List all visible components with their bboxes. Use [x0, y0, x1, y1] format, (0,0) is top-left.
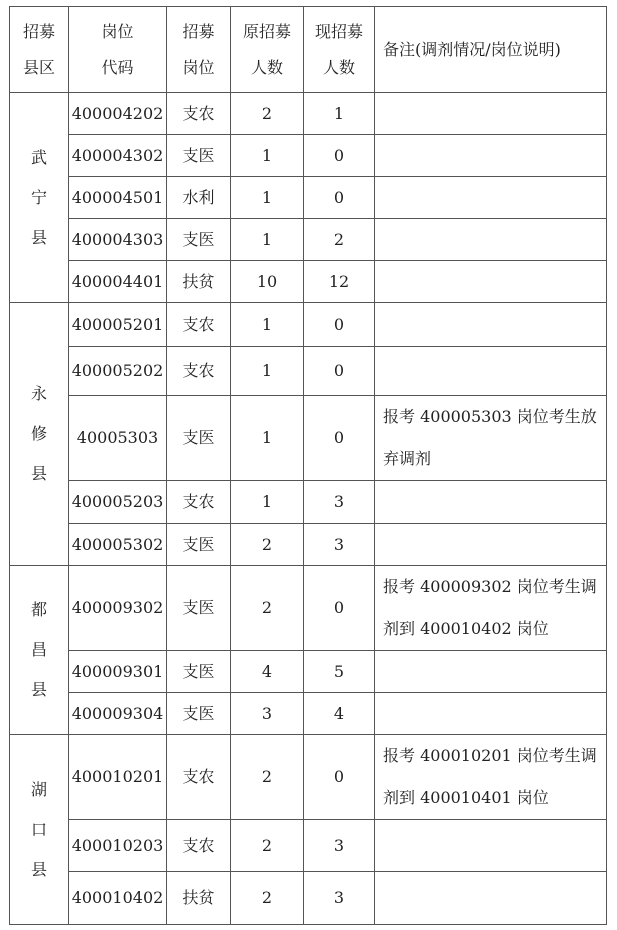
post-type-cell: 支医: [167, 566, 231, 651]
table-row: [10, 135, 607, 177]
current-count-cell: 1: [304, 93, 375, 135]
note-cell: [375, 524, 607, 566]
post-code-cell: 400004302: [69, 135, 167, 177]
table-row: [10, 219, 607, 261]
note-cell: [375, 820, 607, 872]
post-code-cell: 400009304: [69, 693, 167, 735]
note-cell: [375, 261, 607, 303]
post-type-cell: 支农: [167, 735, 231, 820]
post-code-cell: 400009302: [69, 566, 167, 651]
recruitment-adjustment-table: [9, 6, 607, 925]
header-current-count: 现招募 人数: [304, 7, 375, 93]
note-cell: 报考 400009302 岗位考生调剂到 400010402 岗位: [375, 566, 607, 651]
post-type-cell: 支医: [167, 396, 231, 481]
current-count-cell: 0: [304, 135, 375, 177]
post-type-cell: 水利: [167, 177, 231, 219]
table-row: [10, 524, 607, 566]
post-type-cell: 支农: [167, 820, 231, 872]
county-cell: [10, 566, 69, 735]
county-cell: [10, 303, 69, 566]
post-code-cell: 400004202: [69, 93, 167, 135]
current-count-cell: 3: [304, 481, 375, 524]
original-count-cell: 2: [231, 735, 304, 820]
original-count-cell: 2: [231, 524, 304, 566]
current-count-cell: 2: [304, 219, 375, 261]
post-type-cell: 支农: [167, 303, 231, 347]
note-cell: [375, 872, 607, 925]
table-row: [10, 177, 607, 219]
table-row: [10, 735, 607, 820]
table-row: [10, 566, 607, 651]
table-row: [10, 872, 607, 925]
post-type-cell: 支农: [167, 93, 231, 135]
post-type-cell: 支医: [167, 219, 231, 261]
post-code-cell: 40005303: [69, 396, 167, 481]
table-row: [10, 93, 607, 135]
table-row: [10, 820, 607, 872]
post-code-cell: 400010201: [69, 735, 167, 820]
county-cell: [10, 735, 69, 925]
post-code-cell: 400004501: [69, 177, 167, 219]
current-count-cell: 0: [304, 303, 375, 347]
original-count-cell: 4: [231, 651, 304, 693]
table-row: [10, 693, 607, 735]
current-count-cell: 0: [304, 396, 375, 481]
current-count-cell: 0: [304, 347, 375, 396]
original-count-cell: 1: [231, 303, 304, 347]
note-cell: 报考 400010201 岗位考生调剂到 400010401 岗位: [375, 735, 607, 820]
current-count-cell: 5: [304, 651, 375, 693]
current-count-cell: 12: [304, 261, 375, 303]
note-cell: [375, 93, 607, 135]
post-type-cell: 支医: [167, 651, 231, 693]
county-name: 永修县: [30, 384, 47, 483]
header-original-count: 原招募 人数: [231, 7, 304, 93]
original-count-cell: 1: [231, 177, 304, 219]
post-code-cell: 400005202: [69, 347, 167, 396]
table-row: [10, 347, 607, 396]
current-count-cell: 0: [304, 566, 375, 651]
note-cell: [375, 135, 607, 177]
table-row: [10, 261, 607, 303]
note-cell: [375, 177, 607, 219]
note-cell: [375, 481, 607, 524]
post-code-cell: 400005302: [69, 524, 167, 566]
post-code-cell: 400010203: [69, 820, 167, 872]
post-code-cell: 400005201: [69, 303, 167, 347]
current-count-cell: 4: [304, 693, 375, 735]
original-count-cell: 1: [231, 219, 304, 261]
post-code-cell: 400004401: [69, 261, 167, 303]
original-count-cell: 3: [231, 693, 304, 735]
original-count-cell: 1: [231, 396, 304, 481]
original-count-cell: 1: [231, 347, 304, 396]
note-cell: 报考 400005303 岗位考生放弃调剂: [375, 396, 607, 481]
original-count-cell: 10: [231, 261, 304, 303]
post-type-cell: 扶贫: [167, 872, 231, 925]
original-count-cell: 2: [231, 820, 304, 872]
note-cell: [375, 693, 607, 735]
note-cell: [375, 347, 607, 396]
current-count-cell: 0: [304, 735, 375, 820]
post-type-cell: 支医: [167, 524, 231, 566]
post-code-cell: 400004303: [69, 219, 167, 261]
current-count-cell: 0: [304, 177, 375, 219]
table-row: [10, 303, 607, 347]
post-type-cell: 扶贫: [167, 261, 231, 303]
table-row: [10, 651, 607, 693]
county-cell: [10, 93, 69, 303]
note-cell: [375, 219, 607, 261]
original-count-cell: 1: [231, 135, 304, 177]
table-row: [10, 481, 607, 524]
post-type-cell: 支农: [167, 481, 231, 524]
county-name: 武宁县: [30, 147, 47, 247]
header-row: [10, 7, 607, 93]
note-cell: [375, 303, 607, 347]
county-name: 都昌县: [30, 600, 47, 699]
current-count-cell: 3: [304, 820, 375, 872]
post-type-cell: 支医: [167, 693, 231, 735]
post-code-cell: 400009301: [69, 651, 167, 693]
original-count-cell: 2: [231, 93, 304, 135]
post-type-cell: 支医: [167, 135, 231, 177]
table-row: [10, 396, 607, 481]
header-code: 岗位 代码: [69, 7, 167, 93]
header-post: 招募 岗位: [167, 7, 231, 93]
current-count-cell: 3: [304, 872, 375, 925]
header-note: 备注(调剂情况/岗位说明): [375, 7, 607, 93]
original-count-cell: 1: [231, 481, 304, 524]
original-count-cell: 2: [231, 566, 304, 651]
post-code-cell: 400005203: [69, 481, 167, 524]
original-count-cell: 2: [231, 872, 304, 925]
post-code-cell: 400010402: [69, 872, 167, 925]
header-county: 招募 县区: [10, 7, 69, 93]
current-count-cell: 3: [304, 524, 375, 566]
note-cell: [375, 651, 607, 693]
county-name: 湖口县: [30, 779, 47, 879]
post-type-cell: 支农: [167, 347, 231, 396]
